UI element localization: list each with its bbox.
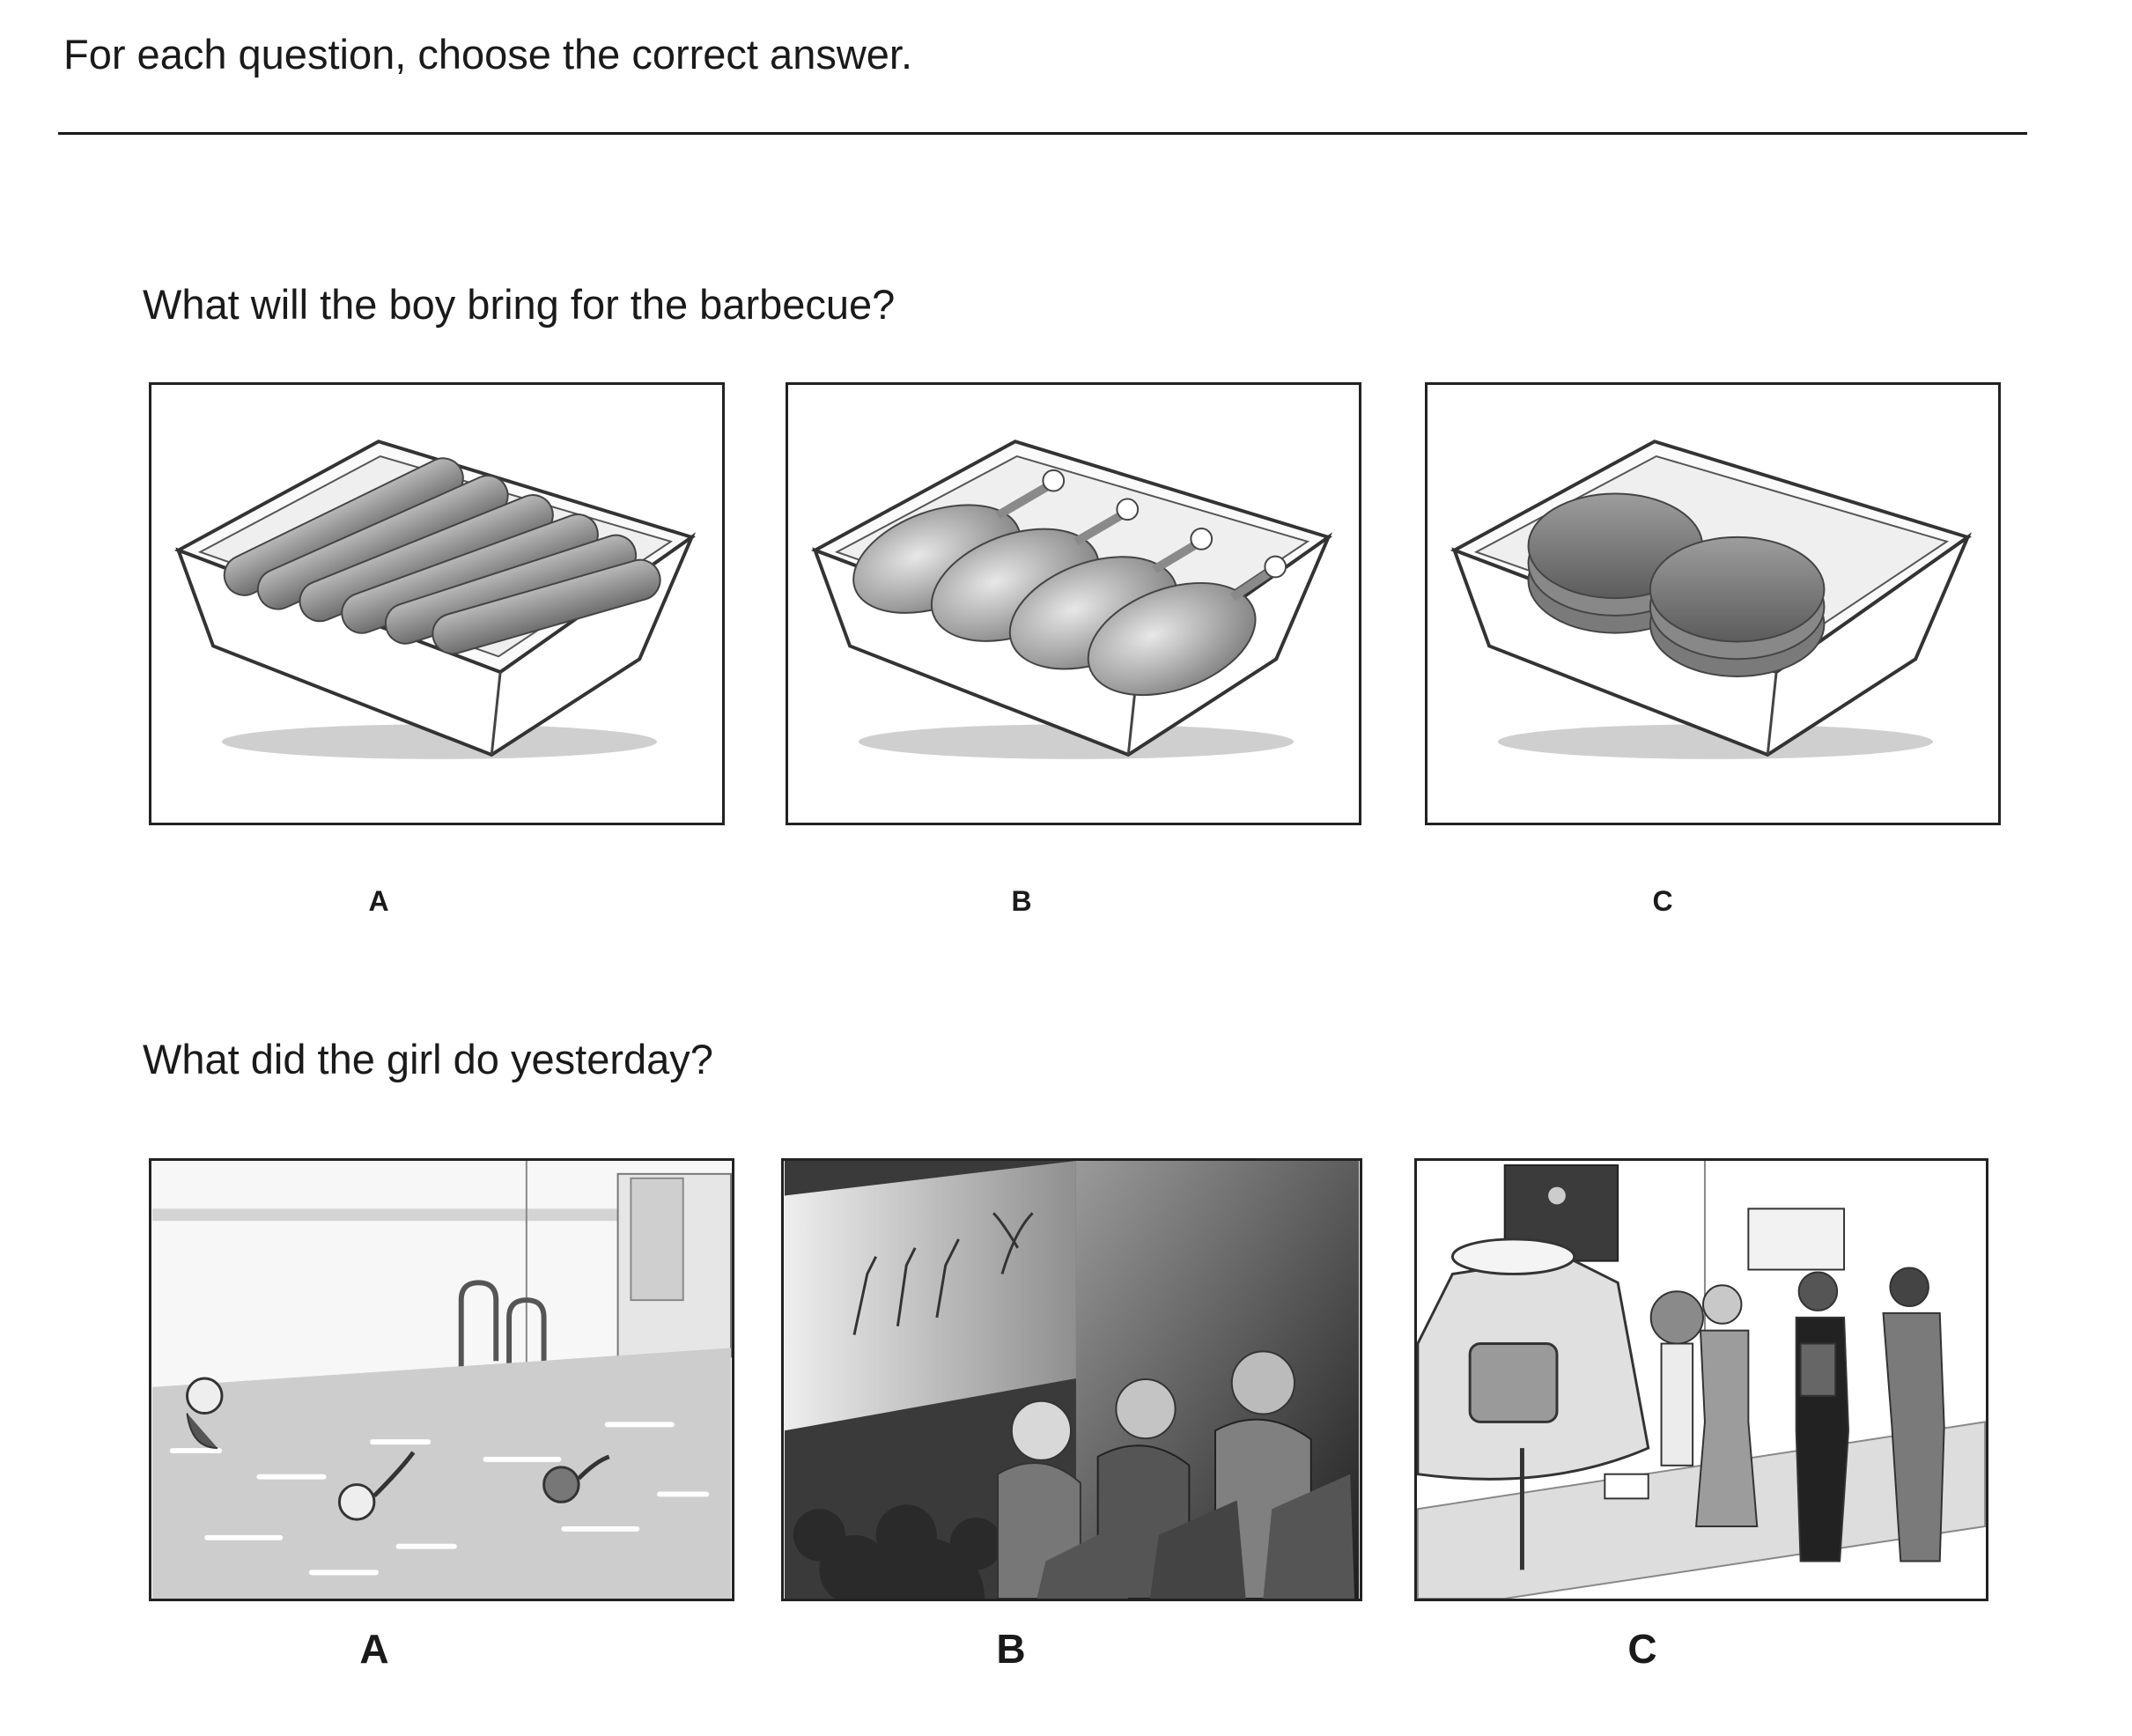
sausages-tray-picture — [151, 385, 722, 823]
option-1a-image[interactable] — [149, 382, 725, 825]
instructions: For each question, choose the correct answer. — [63, 31, 913, 78]
question-2-text: What did the girl do yesterday? — [143, 1036, 713, 1082]
option-1b-label[interactable]: B — [1011, 885, 1032, 917]
space-museum-picture — [1417, 1161, 1986, 1599]
option-2c-label[interactable]: C — [1627, 1626, 1657, 1672]
divider — [58, 132, 2027, 135]
cinema-picture — [784, 1161, 1360, 1599]
option-2a-label[interactable]: A — [359, 1626, 389, 1672]
option-2b-image[interactable] — [781, 1158, 1362, 1601]
option-1c-image[interactable] — [1425, 382, 2001, 825]
burgers-tray-picture — [1427, 385, 1998, 823]
swimming-pool-picture — [151, 1161, 732, 1599]
chicken-legs-tray-picture — [788, 385, 1359, 823]
question-1-text: What will the boy bring for the barbecue? — [143, 281, 896, 328]
option-2b-label[interactable]: B — [996, 1626, 1026, 1672]
option-1a-label[interactable]: A — [368, 885, 389, 917]
option-1b-image[interactable] — [786, 382, 1361, 825]
option-2a-image[interactable] — [149, 1158, 734, 1601]
option-1c-label[interactable]: C — [1652, 885, 1673, 917]
option-2c-image[interactable] — [1414, 1158, 1988, 1601]
